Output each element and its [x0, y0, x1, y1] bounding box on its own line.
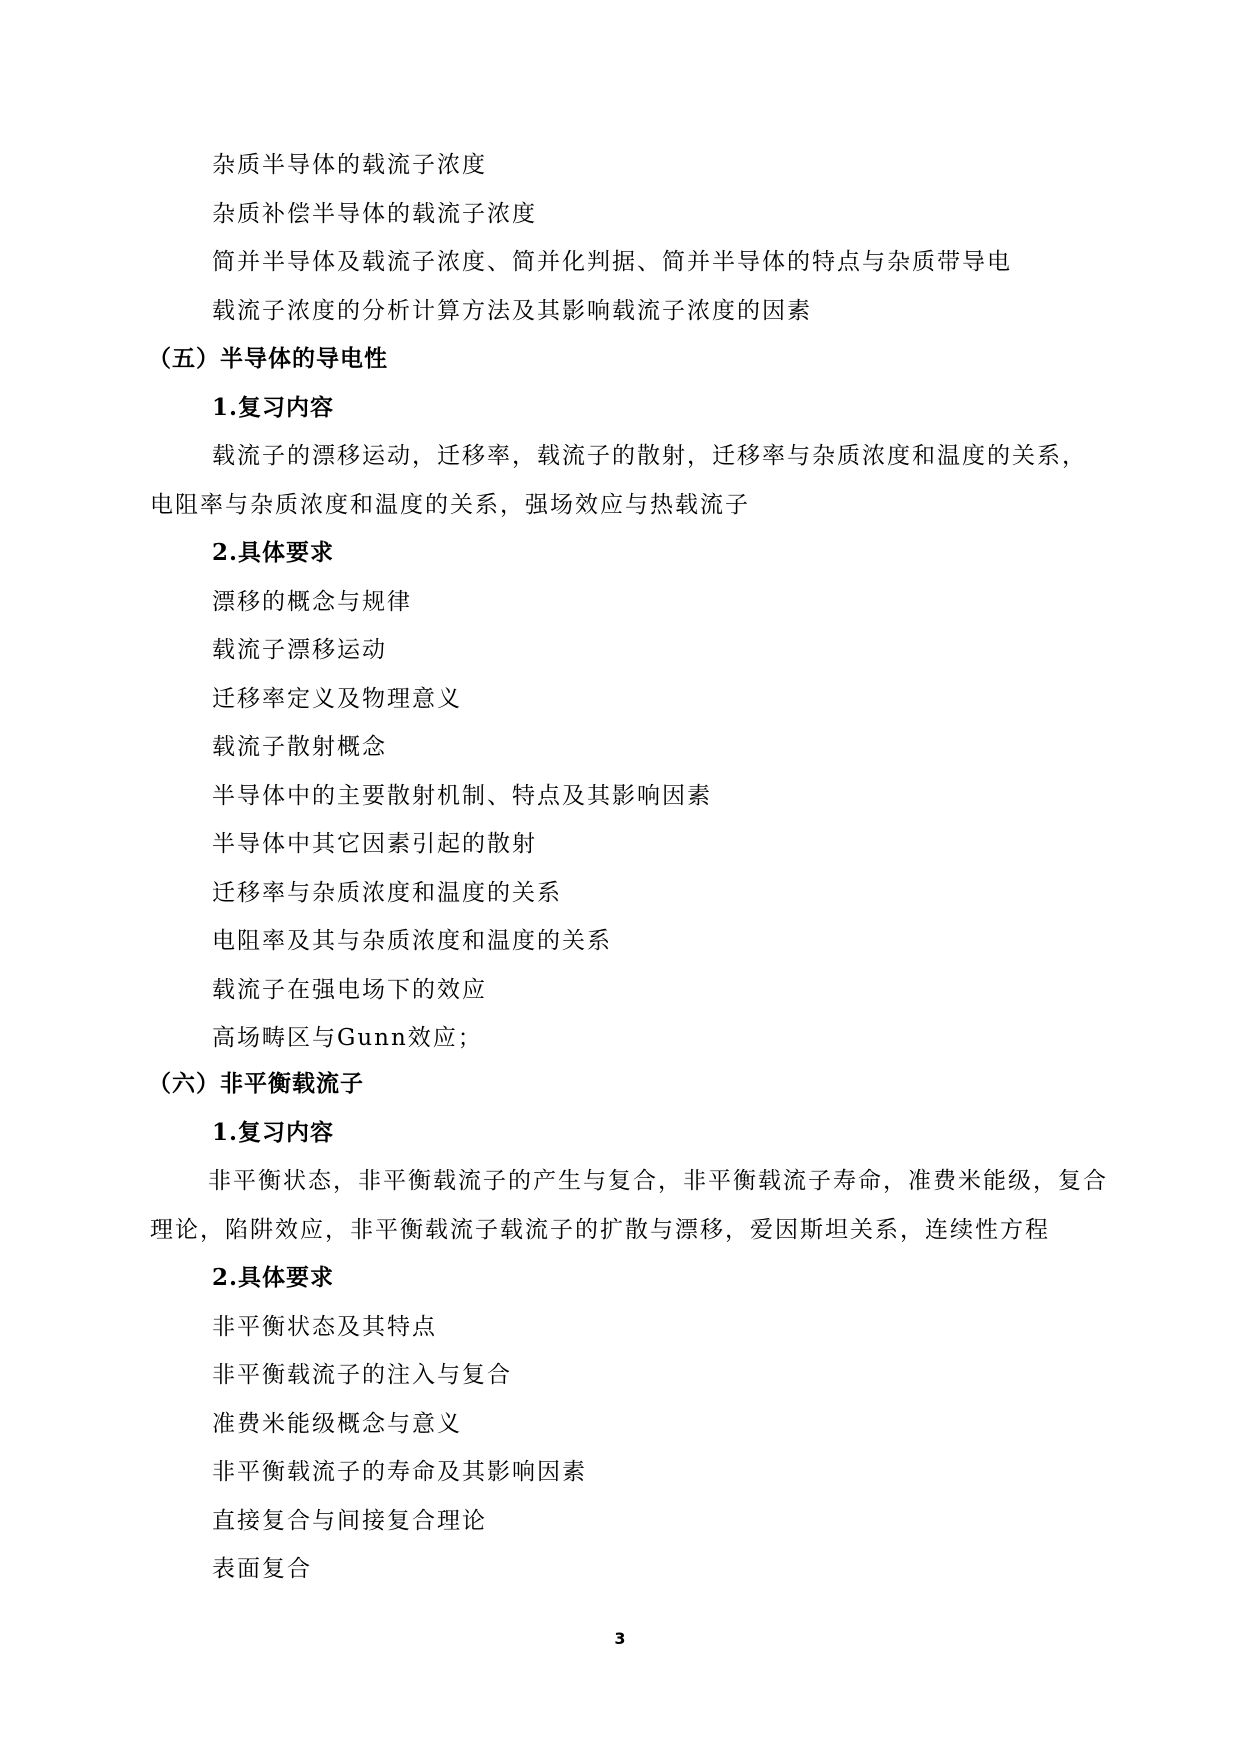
list-item: 迁移率与杂质浓度和温度的关系	[212, 880, 562, 906]
list-item: 电阻率及其与杂质浓度和温度的关系	[212, 928, 612, 954]
list-item: 非平衡状态及其特点	[212, 1314, 437, 1340]
paragraph-line: 电阻率与杂质浓度和温度的关系，强场效应与热载流子	[150, 492, 750, 518]
list-item: 高场畴区与Gunn效应；	[212, 1025, 483, 1051]
paragraph-line: 载流子的漂移运动，迁移率，载流子的散射，迁移率与杂质浓度和温度的关系，	[212, 443, 1087, 469]
section-heading-5: （五）半导体的导电性	[148, 345, 388, 372]
list-item: 杂质补偿半导体的载流子浓度	[212, 201, 537, 227]
list-item: 迁移率定义及物理意义	[212, 686, 462, 712]
list-item: 简并半导体及载流子浓度、简并化判据、简并半导体的特点与杂质带导电	[212, 249, 1012, 275]
subheading-review: 1.复习内容	[212, 394, 335, 421]
section-heading-6: （六）非平衡载流子	[148, 1070, 364, 1097]
list-item: 载流子散射概念	[212, 734, 387, 760]
list-item: 漂移的概念与规律	[212, 589, 412, 615]
list-item: 直接复合与间接复合理论	[212, 1508, 487, 1534]
subheading-requirements: 2.具体要求	[212, 539, 335, 566]
list-item: 表面复合	[212, 1556, 312, 1582]
list-item: 杂质半导体的载流子浓度	[212, 152, 487, 178]
subheading-review: 1.复习内容	[212, 1119, 335, 1146]
list-item: 载流子漂移运动	[212, 637, 387, 663]
list-item: 载流子在强电场下的效应	[212, 977, 487, 1003]
page-number: 3	[614, 1629, 626, 1648]
list-item: 载流子浓度的分析计算方法及其影响载流子浓度的因素	[212, 298, 812, 324]
paragraph-line: 非平衡状态，非平衡载流子的产生与复合，非平衡载流子寿命，准费米能级，复合	[208, 1168, 1108, 1194]
list-item: 非平衡载流子的注入与复合	[212, 1362, 512, 1388]
list-item: 半导体中的主要散射机制、特点及其影响因素	[212, 783, 712, 809]
list-item: 准费米能级概念与意义	[212, 1411, 462, 1437]
paragraph-line: 理论，陷阱效应，非平衡载流子载流子的扩散与漂移，爱因斯坦关系，连续性方程	[150, 1217, 1050, 1243]
subheading-requirements: 2.具体要求	[212, 1264, 335, 1291]
list-item: 非平衡载流子的寿命及其影响因素	[212, 1459, 587, 1485]
list-item: 半导体中其它因素引起的散射	[212, 831, 537, 857]
